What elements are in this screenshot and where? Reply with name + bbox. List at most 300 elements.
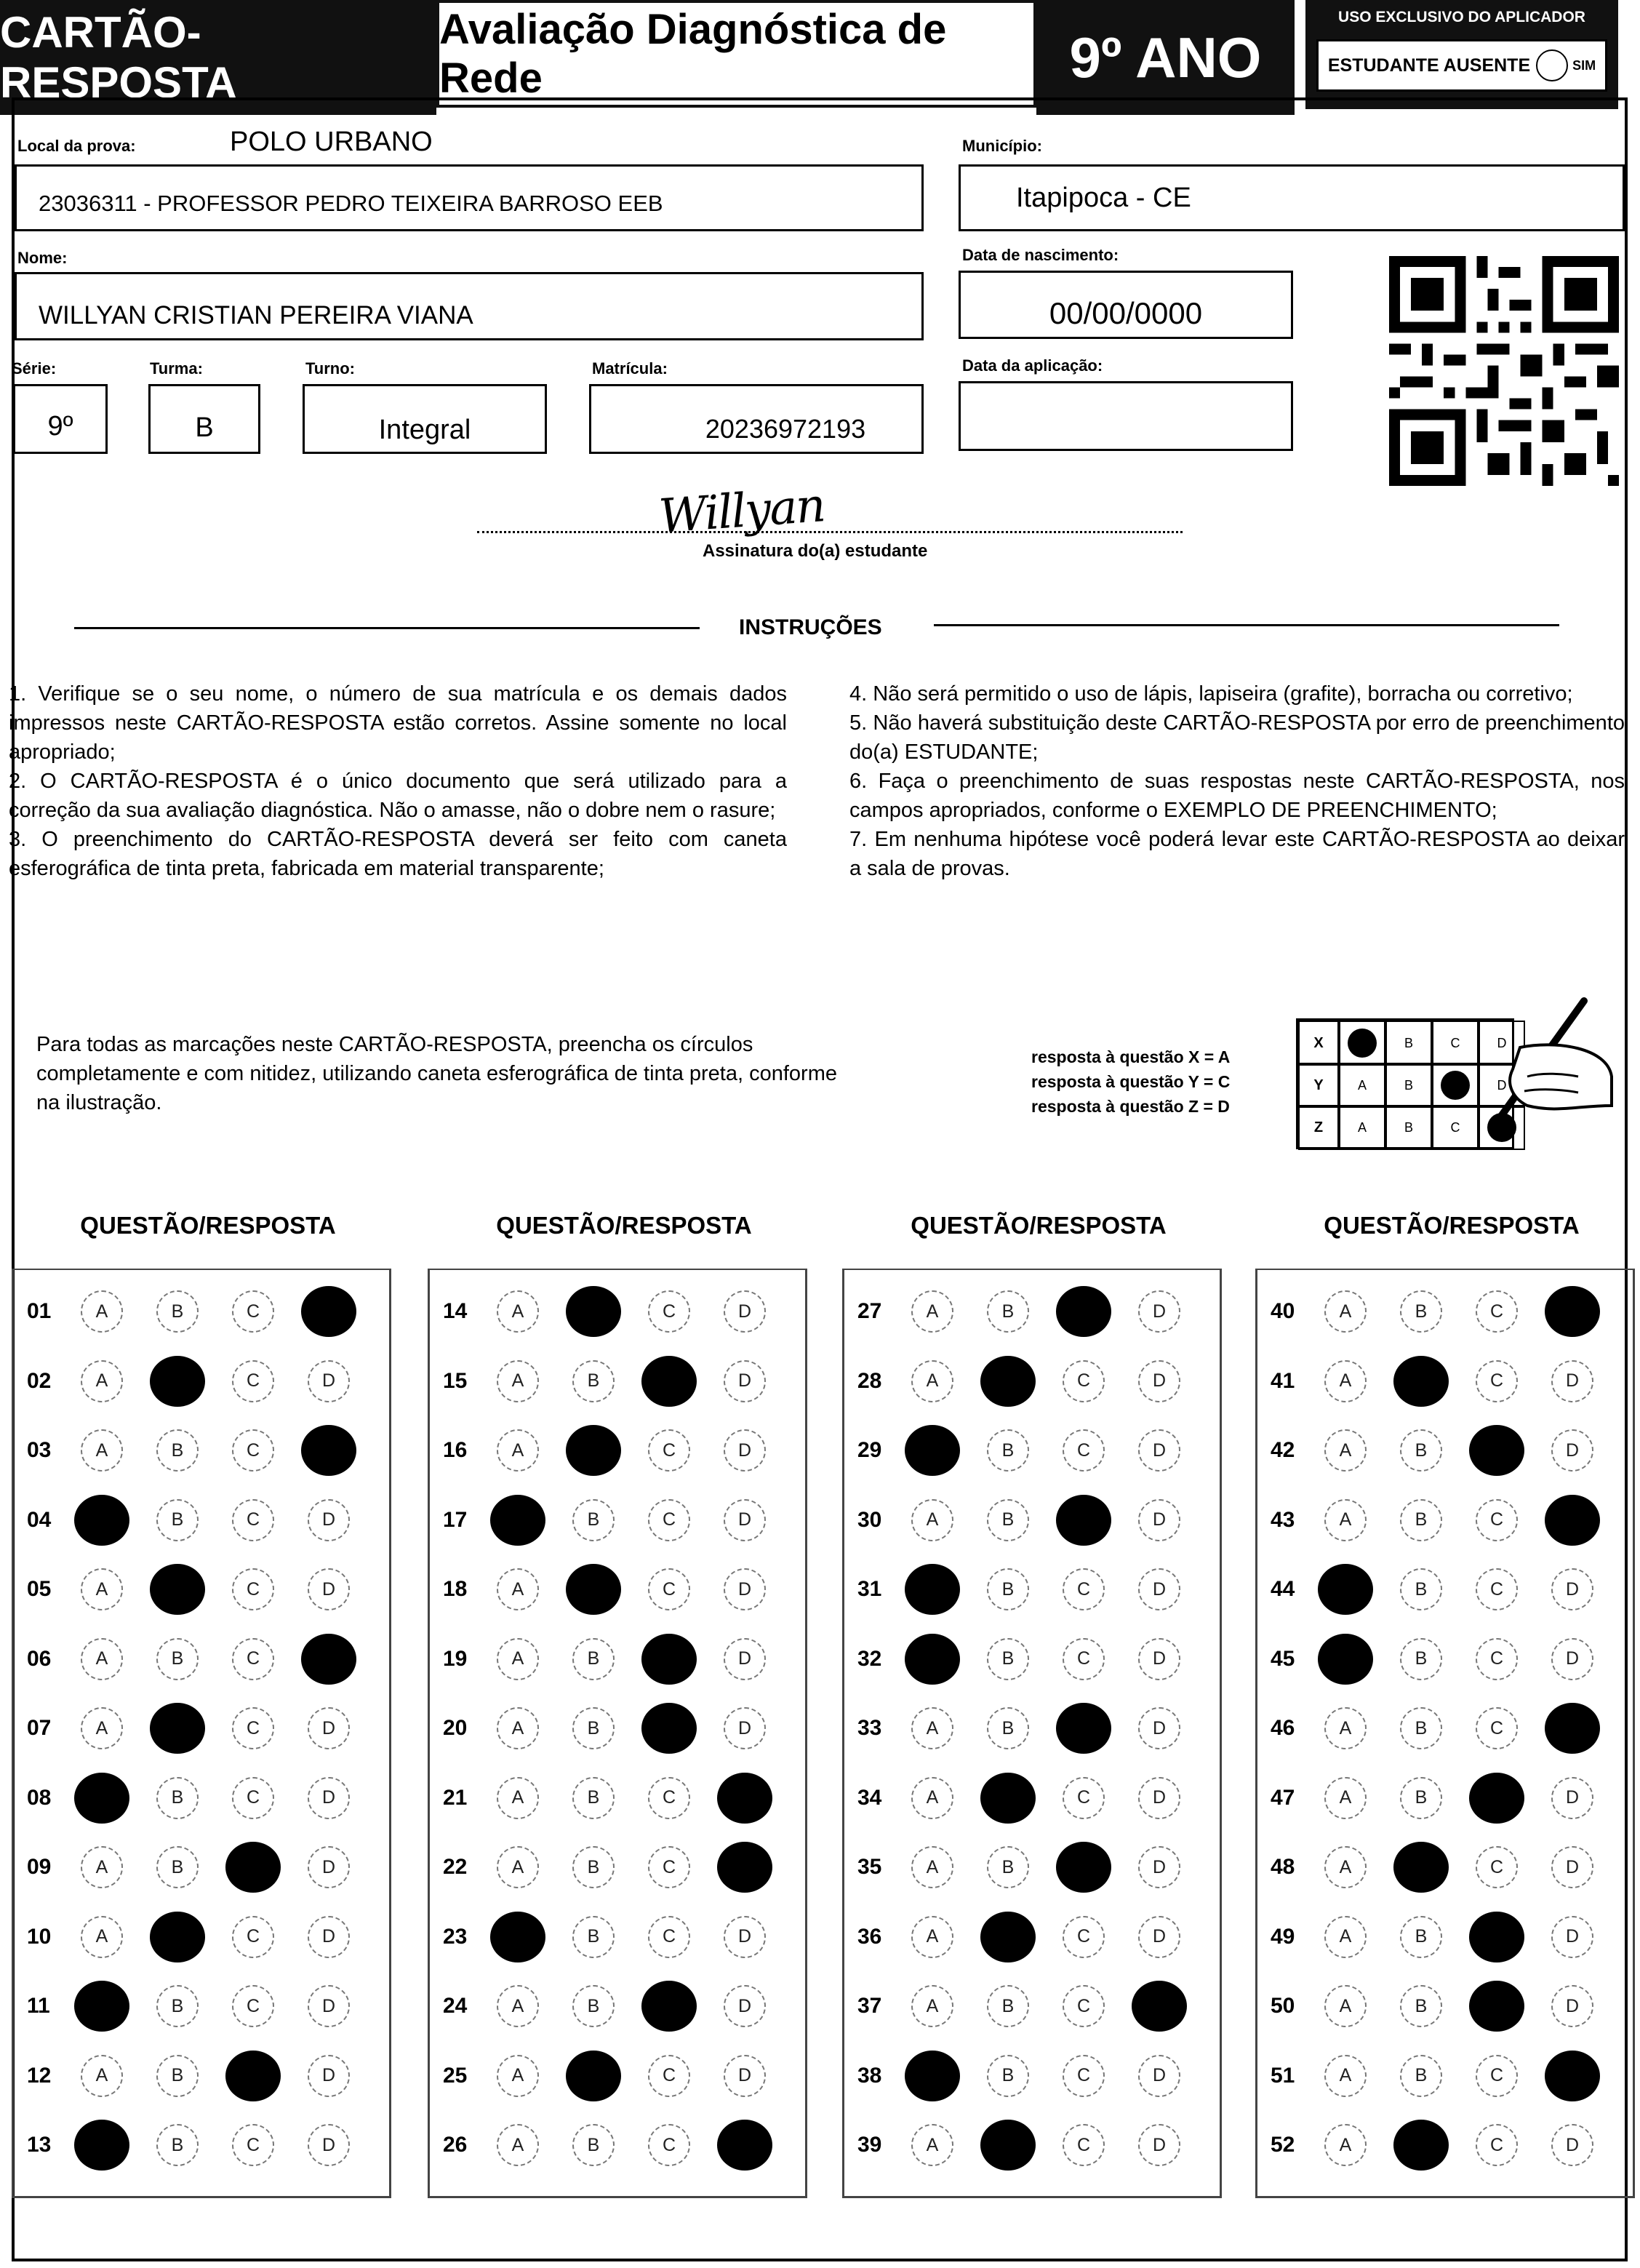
answer-bubble-d[interactable]	[724, 1290, 766, 1333]
answer-bubble-d[interactable]	[1138, 1290, 1180, 1333]
answer-bubble-d[interactable]	[1138, 1429, 1180, 1472]
question-number: 09	[27, 1855, 52, 1879]
answer-bubble-b[interactable]	[572, 1985, 615, 2027]
answer-bubble-c[interactable]	[1469, 1773, 1524, 1824]
signature-mark: Willyan	[657, 479, 826, 544]
answer-bubble-b[interactable]	[566, 2051, 621, 2101]
answer-bubble-b[interactable]	[156, 1499, 199, 1541]
answer-bubble-letter: D	[1152, 1717, 1167, 1738]
answer-bubble-letter: C	[662, 1440, 676, 1461]
answer-bubble-b[interactable]	[980, 1356, 1036, 1407]
answer-bubble-letter: B	[1001, 1995, 1015, 2016]
answer-bubble-d[interactable]	[308, 2055, 350, 2097]
answer-bubble-a[interactable]	[911, 1499, 953, 1541]
answer-bubble-b[interactable]	[1400, 1568, 1442, 1610]
answer-bubble-b[interactable]	[572, 2124, 615, 2166]
answer-bubble-letter: C	[662, 1301, 676, 1322]
example-option-b: B	[1385, 1021, 1432, 1066]
answer-bubble-letter: C	[1076, 1440, 1091, 1461]
answer-bubble-c[interactable]	[648, 1777, 690, 1819]
example-row-label: Y	[1298, 1063, 1339, 1108]
answer-bubble-d[interactable]	[1138, 1360, 1180, 1402]
answer-bubble-a[interactable]	[1318, 1634, 1373, 1685]
answer-bubble-c[interactable]	[1063, 1985, 1105, 2027]
answer-bubble-b[interactable]	[156, 1290, 199, 1333]
answer-bubble-a[interactable]	[911, 1846, 953, 1888]
question-number: 49	[1271, 1924, 1295, 1949]
answer-bubble-b[interactable]	[1393, 1842, 1449, 1893]
answer-bubble-a[interactable]	[497, 2124, 539, 2166]
answer-bubble-b[interactable]	[1400, 1916, 1442, 1958]
question-number: 34	[857, 1785, 882, 1810]
answer-bubble-d[interactable]	[1138, 2055, 1180, 2097]
answer-bubble-letter: D	[737, 1301, 752, 1322]
absent-box	[1316, 39, 1607, 92]
nascimento-field	[959, 271, 1293, 339]
answer-bubble-b[interactable]	[1400, 1290, 1442, 1333]
answer-row	[430, 1912, 799, 1962]
answer-bubble-b[interactable]	[987, 1985, 1029, 2027]
answer-bubble-a[interactable]	[490, 1495, 545, 1546]
answer-bubble-c[interactable]	[641, 1703, 697, 1754]
answer-bubble-d[interactable]	[1551, 1568, 1593, 1610]
answer-bubble-b[interactable]	[980, 2120, 1036, 2171]
signature-line	[477, 531, 1183, 533]
answer-bubble-b[interactable]	[1400, 1638, 1442, 1680]
answer-row	[1257, 1425, 1627, 1476]
instruction-1: 1. Verifique se o seu nome, o número de sua matrícula e os demais dados impressos neste CARTÃO-RESPOSTA estão corretos. Assine somente no local apropriado;	[9, 682, 787, 764]
answer-bubble-b[interactable]	[566, 1286, 621, 1337]
answer-bubble-c[interactable]	[1063, 1916, 1105, 1958]
answer-bubble-a[interactable]	[497, 2055, 539, 2097]
answer-bubble-letter: B	[1415, 1578, 1428, 1600]
answer-bubble-letter: A	[926, 2134, 939, 2155]
answer-bubble-c[interactable]	[1476, 1707, 1518, 1749]
answer-bubble-a[interactable]	[1324, 1707, 1367, 1749]
answer-bubble-b[interactable]	[987, 2055, 1029, 2097]
answer-bubble-letter: B	[1001, 2065, 1015, 2085]
answer-bubble-b[interactable]	[156, 2124, 199, 2166]
answer-bubble-a[interactable]	[911, 1290, 953, 1333]
answer-bubble-c[interactable]	[1476, 2124, 1518, 2166]
answer-bubble-b[interactable]	[572, 1499, 615, 1541]
answer-bubble-d[interactable]	[1138, 1777, 1180, 1819]
answer-bubble-c[interactable]	[641, 1981, 697, 2032]
answer-bubble-a[interactable]	[1324, 1499, 1367, 1541]
answer-bubble-d[interactable]	[724, 1707, 766, 1749]
answer-bubble-c[interactable]	[232, 1638, 274, 1680]
answer-bubble-c[interactable]	[648, 1916, 690, 1958]
answer-row	[430, 1425, 799, 1476]
question-number: 47	[1271, 1785, 1295, 1810]
answer-bubble-b[interactable]	[156, 2055, 199, 2097]
answer-bubble-letter: A	[511, 1995, 524, 2016]
answer-bubble-a[interactable]	[905, 2051, 960, 2101]
answer-bubble-letter: B	[1001, 1440, 1015, 1461]
answer-bubble-d[interactable]	[1138, 1916, 1180, 1958]
absent-checkbox[interactable]	[1536, 49, 1568, 81]
answer-bubble-b[interactable]	[1400, 2055, 1442, 2097]
answer-bubble-a[interactable]	[490, 1912, 545, 1962]
answer-bubble-c[interactable]	[232, 1985, 274, 2027]
answer-bubble-b[interactable]	[1400, 1985, 1442, 2027]
answer-bubble-a[interactable]	[497, 1638, 539, 1680]
answer-bubble-d[interactable]	[1551, 1916, 1593, 1958]
answer-bubble-letter: C	[246, 1509, 260, 1530]
answer-bubble-b[interactable]	[566, 1564, 621, 1615]
answer-bubble-d[interactable]	[717, 2120, 772, 2171]
answer-bubble-letter: C	[1076, 1787, 1091, 1808]
answer-row	[844, 1773, 1214, 1824]
answer-bubble-letter: A	[1339, 1509, 1352, 1530]
answer-bubble-c[interactable]	[1056, 1703, 1111, 1754]
answer-bubble-a[interactable]	[81, 2055, 123, 2097]
answer-bubble-c[interactable]	[232, 1916, 274, 1958]
answer-row	[430, 1773, 799, 1824]
answer-bubble-d[interactable]	[1551, 1846, 1593, 1888]
answer-bubble-c[interactable]	[1063, 1777, 1105, 1819]
answer-bubble-a[interactable]	[905, 1634, 960, 1685]
answer-bubble-d[interactable]	[724, 1638, 766, 1680]
answer-bubble-d[interactable]	[1138, 1499, 1180, 1541]
answer-panel	[428, 1269, 807, 2198]
answer-bubble-b[interactable]	[1393, 1356, 1449, 1407]
answer-bubble-letter: A	[95, 1440, 108, 1461]
answer-bubble-d[interactable]	[1551, 1429, 1593, 1472]
answer-bubble-c[interactable]	[1476, 1360, 1518, 1402]
example-legend	[1031, 1045, 1230, 1119]
question-number: 51	[1271, 2063, 1295, 2088]
question-number: 08	[27, 1785, 52, 1810]
answer-bubble-d[interactable]	[308, 1916, 350, 1958]
answer-bubble-d[interactable]	[301, 1634, 356, 1685]
example-legend-y: resposta à questão Y = C	[1031, 1072, 1231, 1091]
answer-bubble-d[interactable]	[1545, 1286, 1600, 1337]
answer-bubble-c[interactable]	[641, 1634, 697, 1685]
municipio-field	[959, 164, 1625, 231]
answer-bubble-d[interactable]	[1138, 1568, 1180, 1610]
answer-bubble-d[interactable]	[724, 1985, 766, 2027]
answer-bubble-b[interactable]	[150, 1703, 205, 1754]
answer-bubble-b[interactable]	[987, 1429, 1029, 1472]
answer-bubble-a[interactable]	[911, 1777, 953, 1819]
answer-bubble-d[interactable]	[724, 1916, 766, 1958]
answer-bubble-c[interactable]	[1469, 1425, 1524, 1476]
question-number: 10	[27, 1924, 52, 1949]
answer-bubble-d[interactable]	[1551, 1638, 1593, 1680]
answer-bubble-a[interactable]	[1324, 1429, 1367, 1472]
instruction-3: 3. O preenchimento do CARTÃO-RESPOSTA deverá ser feito com caneta esferográfica de tinta preta, fabricada em material transparente;	[9, 828, 787, 880]
answer-bubble-c[interactable]	[232, 2124, 274, 2166]
answer-bubble-a[interactable]	[81, 1707, 123, 1749]
answer-bubble-letter: A	[511, 1856, 524, 1877]
answer-bubble-c[interactable]	[1063, 1638, 1105, 1680]
answer-bubble-letter: A	[95, 1578, 108, 1600]
answer-bubble-c[interactable]	[1476, 2055, 1518, 2097]
answer-row	[844, 1356, 1214, 1407]
answer-bubble-letter: A	[926, 1509, 939, 1530]
answer-bubble-d[interactable]	[308, 1707, 350, 1749]
answer-bubble-letter: A	[511, 1370, 524, 1391]
column-header: QUESTÃO/RESPOSTA	[496, 1212, 752, 1239]
answer-bubble-c[interactable]	[1056, 1842, 1111, 1893]
answer-bubble-a[interactable]	[81, 1846, 123, 1888]
answer-bubble-a[interactable]	[497, 1568, 539, 1610]
answer-bubble-a[interactable]	[911, 2124, 953, 2166]
answer-bubble-a[interactable]	[81, 1360, 123, 1402]
answer-bubble-letter: C	[662, 2065, 676, 2085]
answer-bubble-a[interactable]	[911, 1916, 953, 1958]
answer-bubble-letter: C	[1076, 2134, 1091, 2155]
answer-bubble-c[interactable]	[1063, 1568, 1105, 1610]
answer-bubble-c[interactable]	[641, 1356, 697, 1407]
answer-bubble-b[interactable]	[572, 1846, 615, 1888]
answer-bubble-c[interactable]	[232, 1290, 274, 1333]
answer-bubble-c[interactable]	[232, 1499, 274, 1541]
answer-bubble-letter: C	[246, 1787, 260, 1808]
answer-bubble-a[interactable]	[1324, 1846, 1367, 1888]
answer-bubble-a[interactable]	[81, 1429, 123, 1472]
answer-bubble-b[interactable]	[987, 1707, 1029, 1749]
answer-bubble-b[interactable]	[987, 1499, 1029, 1541]
answer-bubble-a[interactable]	[81, 1916, 123, 1958]
answer-bubble-b[interactable]	[1400, 1499, 1442, 1541]
answer-bubble-a[interactable]	[1324, 2055, 1367, 2097]
question-number: 15	[443, 1368, 468, 1393]
answer-bubble-c[interactable]	[225, 2051, 281, 2101]
answer-bubble-c[interactable]	[1469, 1981, 1524, 2032]
question-number: 24	[443, 1994, 468, 2018]
answer-bubble-a[interactable]	[497, 1429, 539, 1472]
answer-bubble-letter: B	[587, 2134, 600, 2155]
example-legend-x: resposta à questão X = A	[1031, 1047, 1231, 1066]
answer-row	[1257, 1773, 1627, 1824]
answer-bubble-b[interactable]	[987, 1846, 1029, 1888]
answer-bubble-b[interactable]	[980, 1912, 1036, 1962]
answer-bubble-a[interactable]	[74, 1773, 129, 1824]
answer-bubble-a[interactable]	[905, 1425, 960, 1476]
answer-bubble-a[interactable]	[81, 1568, 123, 1610]
answer-bubble-a[interactable]	[497, 1707, 539, 1749]
answer-bubble-c[interactable]	[1056, 1495, 1111, 1546]
answer-bubble-b[interactable]	[1393, 2120, 1449, 2171]
answer-bubble-a[interactable]	[497, 1985, 539, 2027]
answer-bubble-a[interactable]	[81, 1290, 123, 1333]
answer-bubble-c[interactable]	[1476, 1499, 1518, 1541]
answer-bubble-d[interactable]	[1138, 1846, 1180, 1888]
answer-bubble-letter: A	[95, 1926, 108, 1946]
answer-bubble-b[interactable]	[156, 1429, 199, 1472]
answer-bubble-c[interactable]	[1063, 1360, 1105, 1402]
answer-bubble-d[interactable]	[1138, 1707, 1180, 1749]
answer-bubble-letter: C	[246, 1926, 260, 1946]
answer-bubble-letter: D	[1152, 2065, 1167, 2085]
answer-bubble-c[interactable]	[232, 1429, 274, 1472]
answer-bubble-b[interactable]	[1400, 1777, 1442, 1819]
answer-bubble-d[interactable]	[1545, 1495, 1600, 1546]
question-number: 18	[443, 1577, 468, 1601]
answer-bubble-d[interactable]	[724, 1429, 766, 1472]
answer-bubble-d[interactable]	[1132, 1981, 1187, 2032]
answer-bubble-a[interactable]	[497, 1290, 539, 1333]
answer-bubble-a[interactable]	[1318, 1564, 1373, 1615]
answer-bubble-d[interactable]	[724, 1499, 766, 1541]
answer-bubble-d[interactable]	[1138, 1638, 1180, 1680]
answer-bubble-b[interactable]	[150, 1564, 205, 1615]
answer-bubble-c[interactable]	[648, 2124, 690, 2166]
answer-bubble-c[interactable]	[1469, 1912, 1524, 1962]
answer-bubble-d[interactable]	[1551, 1777, 1593, 1819]
answer-bubble-a[interactable]	[1324, 1916, 1367, 1958]
answer-bubble-a[interactable]	[911, 1360, 953, 1402]
answer-bubble-b[interactable]	[150, 1912, 205, 1962]
answer-bubble-letter: B	[1415, 1440, 1428, 1461]
answer-bubble-b[interactable]	[566, 1425, 621, 1476]
answer-bubble-b[interactable]	[156, 1985, 199, 2027]
answer-bubble-b[interactable]	[987, 1290, 1029, 1333]
answer-bubble-a[interactable]	[74, 2120, 129, 2171]
answer-bubble-d[interactable]	[1551, 2124, 1593, 2166]
answer-bubble-d[interactable]	[301, 1425, 356, 1476]
answer-bubble-a[interactable]	[74, 1981, 129, 2032]
instructions-divider-left	[74, 627, 700, 629]
answer-bubble-a[interactable]	[1324, 1777, 1367, 1819]
answer-bubble-c[interactable]	[225, 1842, 281, 1893]
answer-bubble-letter: D	[1152, 1926, 1167, 1946]
answer-bubble-d[interactable]	[724, 1360, 766, 1402]
answer-row	[1257, 1912, 1627, 1962]
answer-bubble-b[interactable]	[156, 1777, 199, 1819]
answer-bubble-c[interactable]	[648, 2055, 690, 2097]
answer-bubble-d[interactable]	[717, 1842, 772, 1893]
answer-bubble-letter: C	[246, 2134, 260, 2155]
answer-bubble-letter: A	[95, 1856, 108, 1877]
answer-bubble-a[interactable]	[497, 1360, 539, 1402]
answer-bubble-letter: B	[587, 1926, 600, 1946]
grade-label: 9º ANO	[1069, 25, 1262, 89]
answer-bubble-c[interactable]	[1476, 1290, 1518, 1333]
answer-bubble-d[interactable]	[308, 1360, 350, 1402]
answer-bubble-c[interactable]	[232, 1777, 274, 1819]
answer-bubble-b[interactable]	[572, 1360, 615, 1402]
answer-bubble-a[interactable]	[81, 1638, 123, 1680]
question-number: 32	[857, 1646, 882, 1671]
column-header: QUESTÃO/RESPOSTA	[1324, 1212, 1580, 1239]
answer-bubble-d[interactable]	[308, 2124, 350, 2166]
answer-bubble-b[interactable]	[572, 1916, 615, 1958]
nome-field	[15, 272, 924, 340]
question-number: 45	[1271, 1646, 1295, 1671]
answer-bubble-b[interactable]	[987, 1568, 1029, 1610]
answer-bubble-letter: D	[321, 1578, 336, 1600]
answer-bubble-d[interactable]	[301, 1286, 356, 1337]
answer-bubble-b[interactable]	[572, 1707, 615, 1749]
answer-bubble-d[interactable]	[717, 1773, 772, 1824]
answer-bubble-c[interactable]	[1476, 1638, 1518, 1680]
answer-bubble-c[interactable]	[232, 1568, 274, 1610]
answer-bubble-c[interactable]	[1476, 1846, 1518, 1888]
question-number: 36	[857, 1924, 882, 1949]
answer-bubble-a[interactable]	[1324, 1985, 1367, 2027]
instruction-7: 7. Em nenhuma hipótese você poderá levar este CARTÃO-RESPOSTA ao deixar a sala de provas.	[849, 828, 1625, 880]
answer-bubble-b[interactable]	[150, 1356, 205, 1407]
answer-bubble-a[interactable]	[1324, 1360, 1367, 1402]
turno-value: Integral	[378, 414, 471, 445]
answer-bubble-c[interactable]	[1063, 1429, 1105, 1472]
answer-bubble-letter: D	[737, 1440, 752, 1461]
answer-bubble-c[interactable]	[648, 1290, 690, 1333]
answer-bubble-d[interactable]	[724, 1568, 766, 1610]
answer-bubble-b[interactable]	[980, 1773, 1036, 1824]
answer-bubble-letter: B	[1415, 1301, 1428, 1322]
answer-bubble-b[interactable]	[156, 1846, 199, 1888]
answer-bubble-a[interactable]	[1324, 1290, 1367, 1333]
answer-bubble-b[interactable]	[572, 1777, 615, 1819]
answer-bubble-c[interactable]	[1056, 1286, 1111, 1337]
answer-bubble-a[interactable]	[905, 1564, 960, 1615]
answer-bubble-a[interactable]	[911, 1707, 953, 1749]
answer-bubble-a[interactable]	[497, 1777, 539, 1819]
question-number: 12	[27, 2063, 52, 2088]
serie-field	[13, 384, 108, 454]
answer-bubble-letter: D	[321, 1717, 336, 1738]
answer-bubble-b[interactable]	[572, 1638, 615, 1680]
answer-bubble-c[interactable]	[1476, 1568, 1518, 1610]
turno-field	[303, 384, 547, 454]
question-number: 52	[1271, 2133, 1295, 2157]
answer-bubble-c[interactable]	[648, 1846, 690, 1888]
answer-bubble-c[interactable]	[1063, 2055, 1105, 2097]
answer-bubble-d[interactable]	[308, 1499, 350, 1541]
answer-bubble-d[interactable]	[1551, 1360, 1593, 1402]
answer-bubble-b[interactable]	[156, 1638, 199, 1680]
answer-bubble-letter: D	[1565, 1787, 1580, 1808]
answer-bubble-d[interactable]	[308, 1568, 350, 1610]
answer-bubble-d[interactable]	[1545, 1703, 1600, 1754]
answer-bubble-letter: B	[587, 1995, 600, 2016]
answer-bubble-d[interactable]	[724, 2055, 766, 2097]
answer-bubble-b[interactable]	[987, 1638, 1029, 1680]
answer-bubble-b[interactable]	[1400, 1429, 1442, 1472]
answer-bubble-b[interactable]	[1400, 1707, 1442, 1749]
answer-bubble-c[interactable]	[232, 1360, 274, 1402]
answer-row	[1257, 1703, 1627, 1754]
answer-bubble-d[interactable]	[1545, 2051, 1600, 2101]
answer-bubble-a[interactable]	[74, 1495, 129, 1546]
answer-bubble-a[interactable]	[497, 1846, 539, 1888]
answer-bubble-letter: B	[171, 1440, 184, 1461]
answer-bubble-c[interactable]	[648, 1568, 690, 1610]
answer-bubble-c[interactable]	[648, 1429, 690, 1472]
answer-bubble-c[interactable]	[232, 1707, 274, 1749]
question-number: 25	[443, 2063, 468, 2088]
answer-bubble-d[interactable]	[1551, 1985, 1593, 2027]
answer-bubble-d[interactable]	[308, 1846, 350, 1888]
answer-bubble-a[interactable]	[911, 1985, 953, 2027]
answer-bubble-d[interactable]	[1138, 2124, 1180, 2166]
answer-row	[14, 1564, 383, 1615]
question-number: 39	[857, 2133, 882, 2157]
answer-bubble-c[interactable]	[1063, 2124, 1105, 2166]
answer-bubble-letter: A	[926, 1717, 939, 1738]
answer-bubble-d[interactable]	[308, 1777, 350, 1819]
answer-bubble-c[interactable]	[648, 1499, 690, 1541]
instructions-divider-right	[934, 624, 1559, 626]
answer-bubble-a[interactable]	[1324, 2124, 1367, 2166]
question-number: 48	[1271, 1855, 1295, 1879]
answer-bubble-letter: B	[171, 1787, 184, 1808]
answer-bubble-d[interactable]	[308, 1985, 350, 2027]
